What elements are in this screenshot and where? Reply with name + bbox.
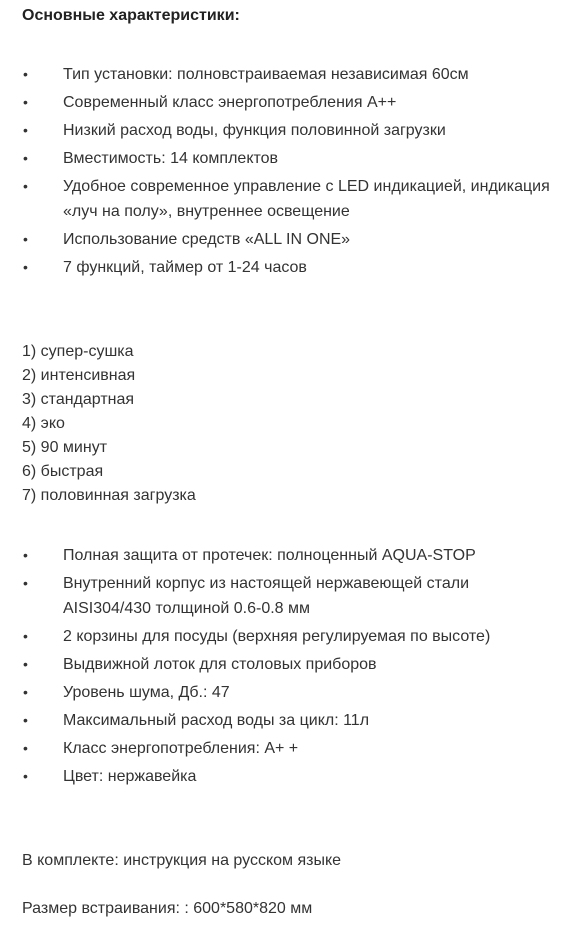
kit-contents-text: В комплекте: инструкция на русском языке <box>22 852 342 869</box>
list-item <box>0 90 572 115</box>
list-item <box>0 708 572 733</box>
list-item <box>0 543 572 568</box>
function-item: 3) стандартная <box>22 391 135 408</box>
extra-features-list <box>0 543 572 792</box>
feature-text: 7 функций, таймер от 1-24 часов <box>63 259 307 276</box>
bullet-icon: • <box>23 178 28 194</box>
function-item: 2) интенсивная <box>22 367 136 384</box>
installation-size-text: Размер встраивания: : 600*580*820 мм <box>22 900 313 917</box>
functions-list <box>22 340 196 508</box>
function-item: 7) половинная загрузка <box>22 487 196 504</box>
feature-text: Современный класс энергопотребления А++ <box>63 94 397 111</box>
bullet-icon: • <box>23 628 28 644</box>
feature-text: Внутренний корпус из настоящей нержавеющей стали AISI304/430 толщиной 0.6-0.8 мм <box>63 575 469 617</box>
bullet-icon: • <box>23 259 28 275</box>
bullet-icon: • <box>23 740 28 756</box>
feature-text: Использование средств «ALL IN ONE» <box>63 231 351 248</box>
main-features-list <box>0 62 572 283</box>
feature-text: Удобное современное управление с LED индикацией, индикация «луч на полу», внутреннее освещение <box>63 178 550 220</box>
bullet-icon: • <box>23 231 28 247</box>
bullet-icon: • <box>23 684 28 700</box>
function-item: 1) супер-сушка <box>22 343 134 360</box>
function-item: 6) быстрая <box>22 463 104 480</box>
bullet-icon: • <box>23 656 28 672</box>
list-item <box>0 736 572 761</box>
bullet-icon: • <box>23 547 28 563</box>
list-item <box>0 571 572 621</box>
bullet-icon: • <box>23 712 28 728</box>
list-item <box>0 652 572 677</box>
function-item: 4) эко <box>22 415 65 432</box>
list-item <box>0 227 572 252</box>
feature-text: Полная защита от протечек: полноценный AQUA-STOP <box>63 547 476 564</box>
bullet-icon: • <box>23 94 28 110</box>
list-item <box>0 764 572 789</box>
feature-text: Уровень шума, Дб.: 47 <box>63 684 230 701</box>
list-item <box>0 118 572 143</box>
bullet-icon: • <box>23 150 28 166</box>
bullet-icon: • <box>23 768 28 784</box>
list-item <box>0 146 572 171</box>
feature-text: Максимальный расход воды за цикл: 11л <box>63 712 370 729</box>
page-title: Основные характеристики: <box>22 7 240 24</box>
bullet-icon: • <box>23 575 28 591</box>
feature-text: Вместимость: 14 комплектов <box>63 150 279 167</box>
function-item: 5) 90 минут <box>22 439 108 456</box>
feature-text: Выдвижной лоток для столовых приборов <box>63 656 377 673</box>
feature-text: Класс энергопотребления: А+ + <box>63 740 299 757</box>
bullet-icon: • <box>23 66 28 82</box>
feature-text: Низкий расход воды, функция половинной загрузки <box>63 122 446 139</box>
list-item <box>0 624 572 649</box>
list-item <box>0 255 572 280</box>
feature-text: Тип установки: полновстраиваемая независимая 60см <box>63 66 469 83</box>
list-item <box>0 62 572 87</box>
feature-text: Цвет: нержавейка <box>63 768 197 785</box>
list-item <box>0 174 572 224</box>
list-item <box>0 680 572 705</box>
feature-text: 2 корзины для посуды (верхняя регулируемая по высоте) <box>63 628 491 645</box>
bullet-icon: • <box>23 122 28 138</box>
